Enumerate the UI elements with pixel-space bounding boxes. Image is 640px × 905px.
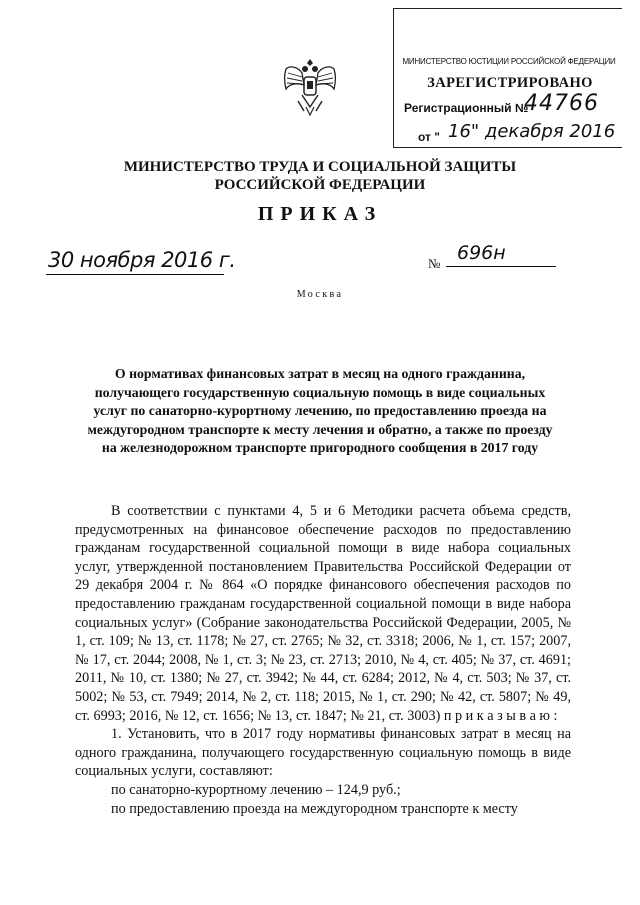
number-underline: [446, 266, 556, 267]
stamp-registered: ЗАРЕГИСТРИРОВАНО: [427, 75, 593, 91]
registration-stamp: [393, 8, 622, 148]
order-title: О нормативах финансовых затрат в месяц на одного гражданина, получающего государственную социальную помощь в виде социальных услуг по санаторно-курортному лечению, по предоставлению проезда на междугородном транспорте к месту лечения и обратно, а также по проезду на железнодорожном транспорте пригородного сообщения в 2017 году: [87, 366, 553, 455]
body-paragraph-1: В соответствии с пунктами 4, 5 и 6 Методики расчета объема средств, предусмотренных на финансовое обеспечение расходов по предоставлению гражданам государственной социальной помощи в виде набора социальных услуг, утвержденной постановлением Правительства Российской Федерации от 29 декабря 2004 г. № 864 «О порядке финансового обеспечения расходов по предоставлению гражданам государственной социальной помощи в виде набора социальных услуг» (Собрание законодательства Российской Федерации, 2005, № 1, ст. 109; № 13, ст. 1178; № 27, ст. 2765; № 32, ст. 3318; 2006, № 1, ст. 157; 2007, № 17, ст. 2044; 2008, № 1, ст. 3; № 23, ст. 2713; 2010, № 4, ст. 405; № 37, ст. 4691; 2011, № 10, ст. 1380; № 27, ст. 3942; № 44, ст. 6284; 2012, № 4, ст. 503; № 37, ст. 5002; № 53, ст. 7949; 2014, № 2, ст. 118; 2015, № 1, ст. 290; № 42, ст. 5807; № 49, ст. 6993; 2016, № 12, ст. 1656; № 13, ст. 1847; № 21, ст. 3003) п р и к а з ы в а ю :: [75, 503, 571, 724]
coat-of-arms-emblem: [280, 55, 340, 119]
stamp-reg-label: Регистрационный №: [404, 101, 529, 115]
stamp-ministry: МИНИСТЕРСТВО ЮСТИЦИИ РОССИЙСКОЙ ФЕДЕРАЦИИ: [402, 57, 616, 66]
stamp-reg-date: 16" декабря 2016: [448, 121, 616, 142]
order-body: [75, 502, 571, 818]
date-underline: [46, 274, 224, 275]
order-number-label: №: [428, 256, 441, 271]
city: Москва: [296, 289, 344, 300]
org-line-1: МИНИСТЕРСТВО ТРУДА И СОЦИАЛЬНОЙ ЗАЩИТЫ: [123, 159, 517, 175]
stamp-date-prefix: от ": [418, 130, 440, 144]
body-paragraph-3: по санаторно-курортному лечению – 124,9 руб.;: [111, 781, 401, 798]
document-type: ПРИКАЗ: [257, 203, 383, 225]
stamp-reg-number: 44766: [524, 91, 599, 116]
order-number: 696н: [457, 242, 506, 264]
org-line-2: РОССИЙСКОЙ ФЕДЕРАЦИИ: [214, 177, 426, 193]
organization-name: [120, 158, 520, 194]
body-paragraph-4: по предоставлению проезда на междугородном транспорте к месту: [111, 800, 518, 817]
body-paragraph-2: 1. Установить, что в 2017 году нормативы финансовых затрат в месяц на одного гражданина, получающего государственную социальную помощь в виде социальных услуги, составляют:: [75, 726, 571, 780]
order-date: 30 ноября 2016 г.: [48, 248, 236, 272]
